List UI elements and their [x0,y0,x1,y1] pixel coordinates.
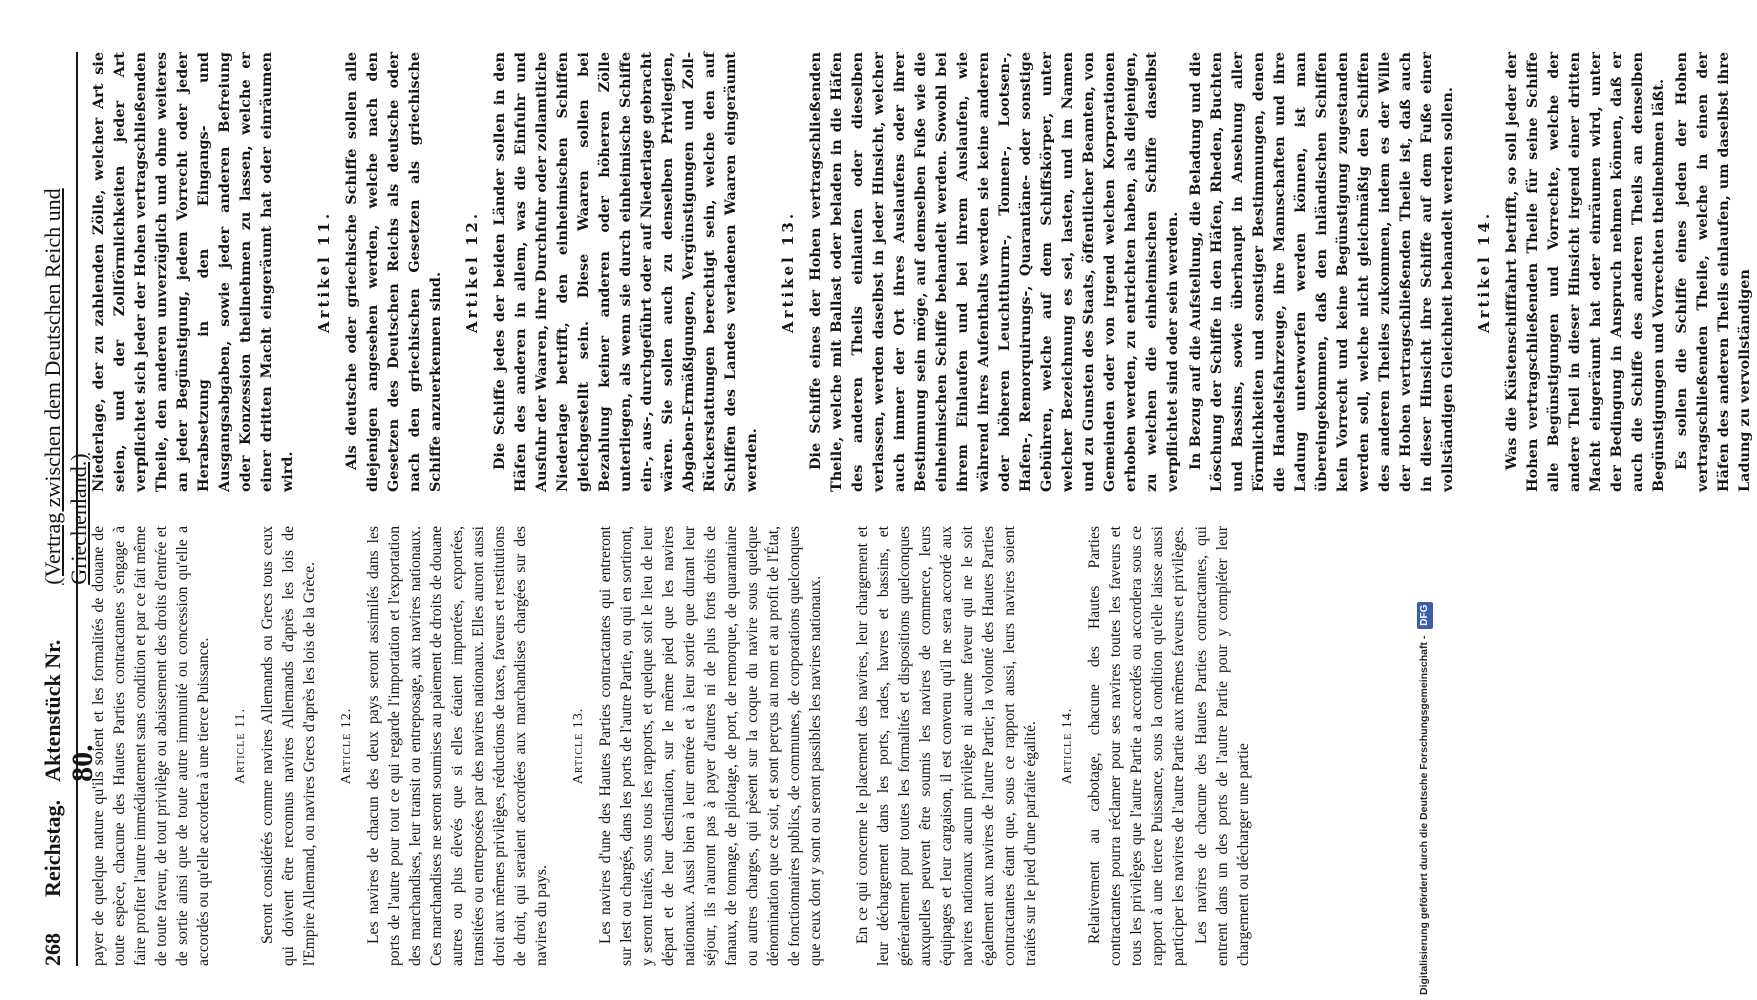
german-column [88,52,1757,492]
de-article-12-heading: Artikel 12. [463,210,481,334]
fr-article-11-text: Seront considérés comme navires Allemands ou Grecs tous ceux qui doivent être reconnus navires Allemands d'après les lois de l'Empire Allemand, ou navires Grecs d'après les lois de la Grèce. [259,526,318,966]
fr-intro: payer de quelque nature qu'ils soient et les formalités de douane de toute espèce, chacune des Hautes Parties contractantes s'engage à faire profiter l'autre immédiatement sans condition et par ce fait même de toute faveur, de tout privilège ou abaissement des droits d'entrée et de sortie ainsi que de toute autre immunité ou concession qu'elle a accordés ou qu'elle accordera à une tierce Puissance. [90,526,212,966]
de-article-13-text: Die Schiffe eines der Hohen vertragschließenden Theile, welche mit Ballast oder beladen in die Häfen des anderen Theils einlaufen oder dieselben verlassen, werden daselbst in jeder Hinsicht, welcher auch immer der Ort ihres Auslaufens oder ihrer Bestimmung sein möge, auf demselben Fuße wie die einheimischen Schiffe behandelt werden. Sowohl bei ihrem Einlaufen und bei ihrem Auslaufen, wie während ihres Aufenthalts werden sie keine anderen oder höheren Leuchtthurm-, Tonnen-, Lootsen-, Hafen-, Remorquirungs-, Quarantäne- oder sonstige Gebühren, welche auf dem Schiffskörper, unter welcher Bezeichnung es sei, lasten, und im Namen und zu Gunsten des Staats, öffentlicher Beamten, von Gemeinden oder von irgend welchen Korporationen erhoben werden, zu entrichten haben, als diejenigen, zu welchen die einheimischen Schiffe daselbst verpflichtet sind oder sein werden. [807,52,1181,492]
de-article-14-heading: Artikel 14. [1475,210,1493,334]
header-aktenstueck [40,597,100,782]
de-article-11-text: Als deutsche oder griechische Schiffe sollen alle diejenigen angesehen werden, welche nach den Gesetzen des Deutschen Reichs als deutsche oder nach den griechischen Gesetzen als griechische Schiffe anzuerkennen sind. [343,52,444,492]
de-article-14-text: Was die Küstenschifffahrt betrifft, so soll jeder der Hohen vertragschließenden Theile für seine Schiffe alle Begünstigungen und Vorrechte, welche der andere Theil in dieser Hinsicht irgend einer dritten Macht eingeräumt hat oder einräumen wird, unter der Bedingung in Anspruch nehmen können, daß er auch die Schiffe des anderen Theils an denselben Begünstigungen und Vorrechten theilnehmen läßt. [1503,52,1667,492]
header-aktenstueck-number: 80. [66,744,99,782]
de-article-13-heading: Artikel 13. [779,210,797,334]
de-article-14-text2: Es sollen die Schiffe eines jeden der Hohen vertragschließenden Theile, welche in einen der Häfen des anderen Theils einlaufen, um daselbst ihre Ladung zu vervollständigen [1673,52,1753,492]
fr-article-14-text2: Les navires de chacune des Hautes Parties contractantes, qui entrent dans un des ports de l'autre Partie pour y compléter leur chargement ou décharger une partie [1193,526,1252,966]
digitization-sidebar [1416,0,1432,1000]
de-article-12-text: Die Schiffe jedes der beiden Länder sollen in den Häfen des anderen in allem, was die Einfuhr und Ausfuhr der Waaren, ihre Durchfuhr oder zollamtliche Niederlage betrifft, den einheimischen Schiffen gleichgestellt sein. Diese Waaren sollen bei Bezahlung keiner anderen oder höheren Zölle unterliegen, als wenn sie durch einheimische Schiffe ein-, aus-, durchgeführt oder auf Niederlage gebracht wären. Sie sollen auch zu denselben Privilegien, Abgaben-Ermäßigungen, Vergünstigungen und Zoll-Rückerstattungen berechtigt sein, welche den auf Schiffen des Landes verladenen Waaren eingeräumt werden. [491,52,760,492]
fr-article-14-text: Relativement au cabotage, chacune des Hautes Parties contractantes pourra réclamer pour ses navires toutes les faveurs et tous les privilèges que l'autre Partie a accordés ou accordera sous ce rapport à une tierce Puissance, sous la condition qu'elle laisse aussi participer les navires de l'autre Partie aux mêmes faveurs et privilèges. [1086,526,1187,966]
de-intro: Niederlage, der zu zahlenden Zölle, welcher Art sie seien, und der Zollförmlichkeiten jeder Art verpflichtet sich jeder der Hohen vertragschließenden Theile, den anderen unverzüglich und ohne weiteres an jeder Begünstigung, jedem Vorrecht oder jeder Herabsetzung in den Eingangs- und Ausgangsabgaben, sowie jeder anderen Befreiung oder Konzession theilnehmen zu lassen, welche er einer dritten Macht eingeräumt hat oder einräumen wird. [90,52,296,492]
french-column [88,526,1757,966]
header-aktenstueck-prefix: Aktenstück Nr. [40,639,65,782]
fr-article-13-text2: En ce qui concerne le placement des navires, leur chargement et leur déchargement dans les ports, rades, havres et bassins, et généralement pour toutes les formalités et dispositions quelconques auxquelles peuvent être soumis les navires de commerce, leurs équipages et leur cargaison, il est convenu qu'il ne sera accordé aux navires nationaux aucun privilège ni aucune faveur qui ne le soit également aux navires de l'autre Partie; la volonté des Hautes Parties contractantes étant que, sous ce rapport aussi, leurs navires soient traités sur le pied d'une parfaite égalité. [854,526,1039,966]
header-treaty-title: (Vertrag zwischen dem Deutschen Reich und Griechenland.) [40,188,91,585]
de-article-11-heading: Artikel 11. [315,210,333,334]
header-reichstag: Reichstag. [40,799,65,897]
dfg-logo: DFG [1417,602,1433,629]
digitization-credit [1416,0,1432,995]
fr-article-12-heading: Article 12. [339,707,354,785]
page-number: 268 [40,933,65,966]
page-header [40,52,99,966]
fr-article-13-heading: Article 13. [571,707,586,785]
fr-article-13-text: Les navires d'une des Hautes Parties contractantes qui entreront sur lest ou chargés, dans les ports de l'autre Partie, ou qui en sortiront, y seront traités, sous tous les rapports, et quelque soit le lieu de leur départ et de leur destination, sur le même pied que les navires nationaux. Aussi bien à leur entrée et à leur sortie que durant leur séjour, ils n'auront pas à payer d'autres ni de plus forts droits de fanaux, de tonnage, de pilotage, de port, de remorque, de quarantaine ou autres charges, qui pèsent sur la coque du navire sous quelque dénomination que ce soit, et sont perçus au nom et au profit de l'État, de fonctionnaires publics, de communes, de corporations quelconques que ceux dont y sont ou seront passibles les navires nationaux. [597,526,824,966]
fr-article-12-text: Les navires de chacun des deux pays seront assimilés dans les ports de l'autre pour tout ce qui regarde l'importation et l'exportation des marchandises, leur transit ou entreposage, aux navires nationaux. Ces marchandises ne seront soumises au paiement de droits de douane autres ou plus élevés que si elles étaient importées, exportées, transitées ou entreposées par des navires nationaux. Elles auront aussi droit aux mêmes privilèges, réductions de taxes, faveurs et restitutions de droit, qui seraient accordées aux marchandises chargées sur des navires du pays. [365,526,550,966]
fr-gap [828,526,852,966]
digitization-credit-text: Digitalisierung gefördert durch die Deutsche Forschungsgemeinschaft - [1418,635,1430,995]
de-article-13-text2: In Bezug auf die Aufstellung, die Beladung und die Löschung der Schiffe in den Häfen, Rheden, Buchten und Bassins, sowie überhaupt in Ansehung aller Förmlichkeiten und sonstiger Bestimmungen, denen die Handelsfahrzeuge, ihre Mannschaften und ihre Ladung unterworfen werden können, ist man übereingekommen, daß den inländischen Schiffen kein Vorrecht und keine Begünstigung zugestanden werden soll, welche nicht gleichmäßig den Schiffen des anderen Theiles zukommen, indem es der Wille der Hohen vertragschließenden Theile ist, daß auch in dieser Hinsicht ihre Schiffe auf dem Fuße einer vollständigen Gleichheit behandelt werden sollen. [1187,52,1456,492]
fr-article-14-heading: Article 14. [1060,707,1075,785]
two-column-body [88,52,1757,966]
fr-article-11-heading: Article 11. [233,708,248,784]
